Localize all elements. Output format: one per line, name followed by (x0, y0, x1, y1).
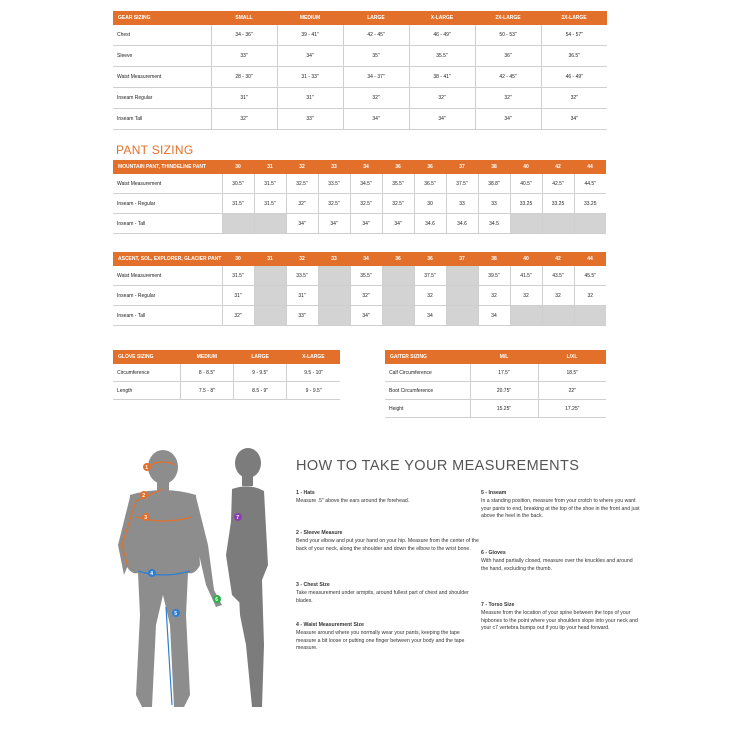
table-cell: 8 - 8.5" (180, 364, 233, 382)
table-cell: 20.75" (470, 382, 538, 400)
column-header: 42 (542, 160, 574, 174)
table-cell: 32" (475, 88, 541, 109)
step-7 (481, 602, 641, 633)
column-header: 34 (350, 160, 382, 174)
step-2 (296, 530, 481, 553)
table-cell: 37.5" (446, 174, 478, 194)
table-cell: 32" (286, 194, 318, 214)
step-title: 1 - Hats (296, 490, 315, 496)
column-header: SMALL (211, 11, 277, 25)
table-row (113, 174, 606, 194)
table-cell: 41.5" (510, 266, 542, 286)
step-text: In a standing position, measure from your crotch to where you want your pants to end, breaking at the top of the shoe in the front and just above the heel in the back. (481, 497, 640, 520)
row-label: Inseam - Regular (113, 194, 222, 214)
column-header: 40 (510, 160, 542, 174)
step-1 (296, 490, 481, 506)
column-header: GLOVE SIZING (113, 350, 180, 364)
table-cell: 9 - 9.5" (287, 382, 340, 400)
table-cell: 33.5" (318, 174, 350, 194)
gear-sizing-table (113, 11, 607, 130)
column-header: 38 (478, 160, 510, 174)
table-cell (510, 214, 542, 234)
table-cell: 17.25" (538, 400, 606, 418)
table-cell: 34" (286, 214, 318, 234)
pant1-body (113, 174, 606, 234)
table-row (113, 194, 606, 214)
table-row (385, 382, 606, 400)
column-header: 32 (286, 160, 318, 174)
table-row (113, 88, 607, 109)
table-row (113, 266, 606, 286)
column-header: 34 (350, 252, 382, 266)
marker-5: 5 (174, 611, 178, 617)
step-5 (481, 490, 641, 521)
gaiter-header-row (385, 350, 606, 364)
table-cell (446, 266, 478, 286)
table-cell: 32" (350, 286, 382, 306)
table-cell: 39 - 41" (277, 25, 343, 46)
table-cell: 33" (211, 46, 277, 67)
step-title: 5 - Inseam (481, 490, 507, 496)
table-cell (254, 306, 286, 326)
column-header: 33 (318, 252, 350, 266)
gaiter-sizing-table (385, 350, 606, 418)
table-cell: 18.5" (538, 364, 606, 382)
table-cell (574, 214, 606, 234)
table-row (113, 25, 607, 46)
table-cell (254, 266, 286, 286)
table-cell: 22" (538, 382, 606, 400)
pant-sizing-title: PANT SIZING (116, 143, 194, 157)
column-header: MOUNTAIN PANT, THINDELINE PANT (113, 160, 222, 174)
column-header: 30 (222, 160, 254, 174)
table-cell: 34 (478, 306, 510, 326)
table-row (385, 400, 606, 418)
table-cell: 54 - 57" (541, 25, 607, 46)
table-cell: 31.5" (254, 194, 286, 214)
row-label: Inseam - Tall (113, 214, 222, 234)
column-header: 32 (286, 252, 318, 266)
table-cell: 42 - 45" (343, 25, 409, 46)
step-6 (481, 550, 641, 573)
row-label: Waist Measurement (113, 67, 211, 88)
column-header: MEDIUM (277, 11, 343, 25)
table-cell: 31" (277, 88, 343, 109)
table-cell: 35" (343, 46, 409, 67)
row-label: Chest (113, 25, 211, 46)
step-title: 7 - Torso Size (481, 602, 515, 608)
table-cell: 32" (409, 88, 475, 109)
row-label: Boot Circumference (385, 382, 470, 400)
table-cell: 36.5" (541, 46, 607, 67)
table-cell: 33 (446, 194, 478, 214)
table-cell: 34" (475, 109, 541, 130)
column-header: 3X-LARGE (541, 11, 607, 25)
table-cell: 32 (478, 286, 510, 306)
column-header: ASCENT, SOL, EXPLORER, GLACIER PANT (113, 252, 222, 266)
table-cell: 34 - 37" (343, 67, 409, 88)
table-cell: 35.5" (350, 266, 382, 286)
step-text: With hand partially closed, measure over the knuckles and around the hand, excluding the thumb. (481, 557, 633, 572)
table-row (113, 46, 607, 67)
row-label: Circumference (113, 364, 180, 382)
column-header: X-LARGE (409, 11, 475, 25)
row-label: Inseam - Tall (113, 306, 222, 326)
measurements-title: HOW TO TAKE YOUR MEASUREMENTS (296, 458, 580, 474)
table-cell (446, 286, 478, 306)
table-cell: 33 (478, 194, 510, 214)
table-cell: 32 (542, 286, 574, 306)
table-cell (254, 286, 286, 306)
table-cell: 32" (343, 88, 409, 109)
table-cell: 31" (222, 286, 254, 306)
table-cell: 40.5" (510, 174, 542, 194)
gear-header-row (113, 11, 607, 25)
body-figures-illustration (100, 445, 300, 735)
column-header: 31 (254, 252, 286, 266)
column-header: 36 (414, 252, 446, 266)
table-cell: 44.5" (574, 174, 606, 194)
table-cell: 7.5 - 8" (180, 382, 233, 400)
table-cell: 33.25 (510, 194, 542, 214)
glove-sizing-table (113, 350, 340, 400)
table-cell: 34" (350, 214, 382, 234)
table-cell: 32 (574, 286, 606, 306)
table-cell: 33.5" (286, 266, 318, 286)
table-cell: 9 - 9.5" (234, 364, 287, 382)
pant2-body (113, 266, 606, 326)
table-cell: 34" (350, 306, 382, 326)
table-cell: 31" (211, 88, 277, 109)
table-cell: 32" (211, 109, 277, 130)
table-cell (318, 266, 350, 286)
row-label: Calf Circumference (385, 364, 470, 382)
table-cell (542, 306, 574, 326)
table-cell (318, 286, 350, 306)
marker-4: 4 (150, 571, 154, 577)
step-text: Measure .5" above the ears around the forehead. (296, 497, 410, 504)
table-cell: 35.5" (409, 46, 475, 67)
table-row (113, 364, 340, 382)
column-header: GAITER SIZING (385, 350, 470, 364)
table-cell: 39.5" (478, 266, 510, 286)
step-3 (296, 582, 481, 605)
marker-6: 6 (215, 597, 219, 603)
pant-table-ascent (113, 252, 606, 326)
row-label: Sleeve (113, 46, 211, 67)
column-header: 37 (446, 252, 478, 266)
row-label: Length (113, 382, 180, 400)
column-header: LARGE (234, 350, 287, 364)
column-header: 36 (382, 160, 414, 174)
table-row (113, 109, 607, 130)
table-cell: 42.5" (542, 174, 574, 194)
marker-2: 2 (142, 493, 146, 499)
step-title: 3 - Chest Size (296, 582, 330, 588)
column-header: L/XL (538, 350, 606, 364)
row-label: Inseam Tall (113, 109, 211, 130)
table-cell: 28 - 30" (211, 67, 277, 88)
table-cell: 36" (475, 46, 541, 67)
table-cell: 31.5" (222, 194, 254, 214)
table-cell: 33.25 (574, 194, 606, 214)
table-cell: 34.6 (446, 214, 478, 234)
table-cell: 34" (277, 46, 343, 67)
marker-1: 1 (145, 465, 149, 471)
column-header: 36 (382, 252, 414, 266)
column-header: 2X-LARGE (475, 11, 541, 25)
table-cell: 31 - 33" (277, 67, 343, 88)
table-cell (382, 266, 414, 286)
step-title: 2 - Sleeve Measure (296, 530, 343, 536)
step-4 (296, 622, 481, 653)
table-cell: 34 (414, 306, 446, 326)
table-cell: 45.5" (574, 266, 606, 286)
table-cell: 33.25 (542, 194, 574, 214)
table-cell (574, 306, 606, 326)
table-cell: 34.5" (350, 174, 382, 194)
table-row (113, 382, 340, 400)
table-cell: 33" (277, 109, 343, 130)
table-cell: 38.8" (478, 174, 510, 194)
table-cell: 30 (414, 194, 446, 214)
column-header: 37 (446, 160, 478, 174)
column-header: 42 (542, 252, 574, 266)
gaiter-body (385, 364, 606, 418)
table-row (385, 364, 606, 382)
table-cell: 33" (286, 306, 318, 326)
table-cell: 17.5" (470, 364, 538, 382)
row-label: Waist Measurement (113, 266, 222, 286)
column-header: 30 (222, 252, 254, 266)
column-header: 33 (318, 160, 350, 174)
row-label: Inseam - Regular (113, 286, 222, 306)
column-header: MEDIUM (180, 350, 233, 364)
table-cell (446, 306, 478, 326)
table-cell (222, 214, 254, 234)
column-header: 31 (254, 160, 286, 174)
pant2-header-row (113, 252, 606, 266)
table-cell: 32" (222, 306, 254, 326)
marker-7: 7 (236, 515, 240, 521)
table-cell (510, 306, 542, 326)
glove-body (113, 364, 340, 400)
marker-3: 3 (144, 515, 148, 521)
column-header: 44 (574, 252, 606, 266)
pant-table-mountain (113, 160, 606, 234)
pant1-header-row (113, 160, 606, 174)
column-header: GEAR SIZING (113, 11, 211, 25)
step-text: Take measurement under armpits, around fullest part of chest and shoulder blades. (296, 589, 469, 604)
table-cell: 38 - 41" (409, 67, 475, 88)
glove-header-row (113, 350, 340, 364)
step-text: Bend your elbow and put your hand on your hip. Measure from the center of the back of your neck, along the shoulder and down the elbow to the wrist bone. (296, 537, 479, 552)
column-header: M/L (470, 350, 538, 364)
step-text: Measure around where you normally wear your pants, keeping the tape measure a bit loose or putting one finger between your body and the tape measure. (296, 629, 465, 652)
row-label: Waist Measurement (113, 174, 222, 194)
step-title: 4 - Waist Measurement Size (296, 622, 364, 628)
table-cell: 42 - 45" (475, 67, 541, 88)
table-cell: 34" (409, 109, 475, 130)
table-cell: 34" (541, 109, 607, 130)
table-cell (318, 306, 350, 326)
table-row (113, 67, 607, 88)
table-cell: 32" (541, 88, 607, 109)
table-cell: 37.5" (414, 266, 446, 286)
table-cell: 9.5 - 10" (287, 364, 340, 382)
table-cell (542, 214, 574, 234)
table-cell (382, 306, 414, 326)
table-cell: 31" (286, 286, 318, 306)
table-cell: 30.5" (222, 174, 254, 194)
table-cell: 31.5" (222, 266, 254, 286)
table-row (113, 286, 606, 306)
row-label: Inseam Regular (113, 88, 211, 109)
table-cell: 8.5 - 9" (234, 382, 287, 400)
step-text: Measure from the location of your spine between the tops of your hipbones to the point where your shoulders slope into your neck and your c7 vertebra bumps out if you tip your head forward. (481, 609, 638, 632)
column-header: 38 (478, 252, 510, 266)
table-cell: 43.5" (542, 266, 574, 286)
table-cell: 15.25" (470, 400, 538, 418)
column-header: 36 (414, 160, 446, 174)
table-cell: 32 (510, 286, 542, 306)
column-header: LARGE (343, 11, 409, 25)
table-cell: 46 - 49" (409, 25, 475, 46)
table-cell: 34.5 (478, 214, 510, 234)
column-header: 40 (510, 252, 542, 266)
column-header: X-LARGE (287, 350, 340, 364)
table-cell (382, 286, 414, 306)
table-cell: 32.5" (318, 194, 350, 214)
table-cell: 35.5" (382, 174, 414, 194)
table-cell (254, 214, 286, 234)
side-figure (226, 448, 268, 707)
table-cell: 32 (414, 286, 446, 306)
table-cell: 34" (318, 214, 350, 234)
table-cell: 34.6 (414, 214, 446, 234)
table-cell: 46 - 49" (541, 67, 607, 88)
table-cell: 34" (343, 109, 409, 130)
column-header: 44 (574, 160, 606, 174)
table-cell: 50 - 53" (475, 25, 541, 46)
step-title: 6 - Gloves (481, 550, 506, 556)
table-cell: 32.5" (382, 194, 414, 214)
table-row (113, 214, 606, 234)
table-cell: 34" (382, 214, 414, 234)
table-cell: 34 - 36" (211, 25, 277, 46)
table-row (113, 306, 606, 326)
gear-body (113, 25, 607, 130)
table-cell: 31.5" (254, 174, 286, 194)
table-cell: 36.5" (414, 174, 446, 194)
table-cell: 32.5" (286, 174, 318, 194)
table-cell: 32.5" (350, 194, 382, 214)
row-label: Height (385, 400, 470, 418)
